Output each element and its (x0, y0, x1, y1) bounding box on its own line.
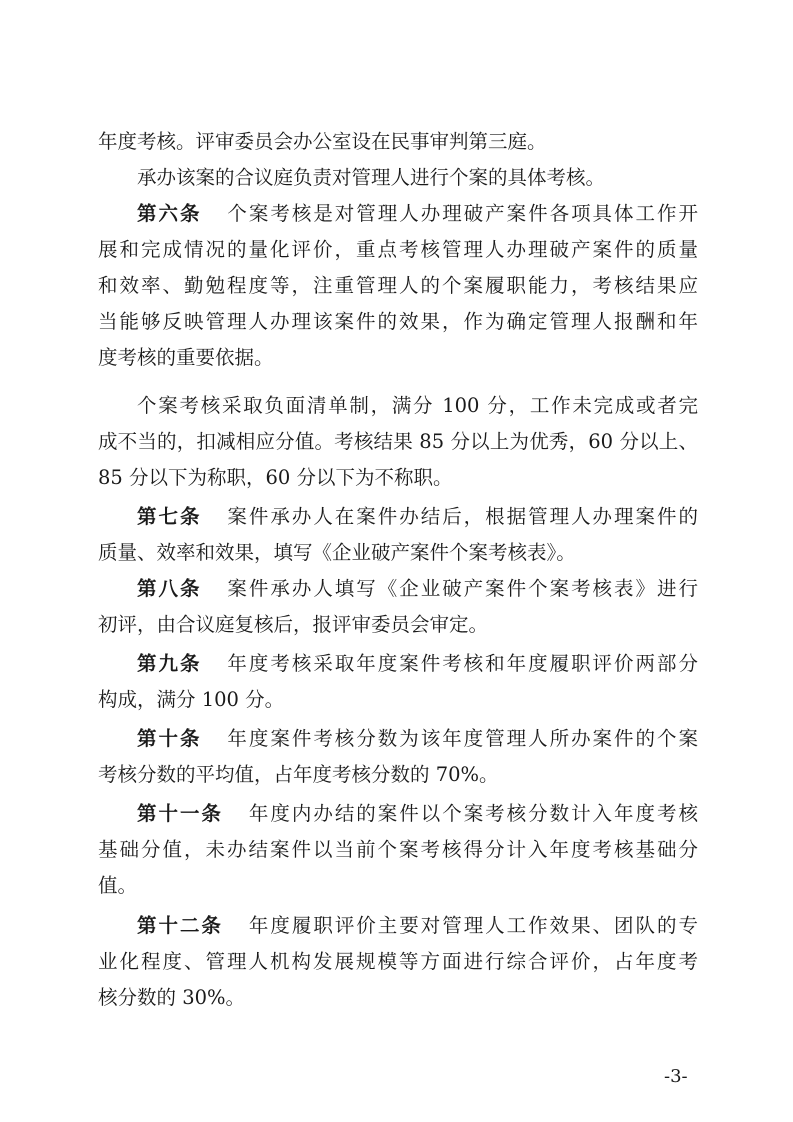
article-6-line: 第六条 个案考核是对管理人办理破产案件各项具体工作开 (137, 202, 698, 225)
article-heading: 第七条 (137, 505, 202, 528)
paragraph-line: 当能够反映管理人办理该案件的效果，作为确定管理人报酬和年 (98, 310, 698, 333)
article-10-line: 第十条 年度案件考核分数为该年度管理人所办案件的个案 (137, 727, 698, 750)
article-12-line: 第十二条 年度履职评价主要对管理人工作效果、团队的专 (137, 914, 698, 937)
paragraph-line: 展和完成情况的量化评价，重点考核管理人办理破产案件的质量 (98, 238, 698, 261)
article-heading: 第六条 (137, 202, 202, 225)
paragraph-line: 年度考核。评审委员会办公室设在民事审判第三庭。 (98, 130, 547, 153)
article-9-line: 第九条 年度考核采取年度案件考核和年度履职评价两部分 (137, 652, 698, 675)
article-heading: 第九条 (137, 652, 202, 675)
page-number: -3- (664, 1066, 688, 1087)
article-heading: 第十二条 (137, 914, 223, 937)
paragraph-line: 度考核的重要依据。 (98, 346, 274, 369)
article-heading: 第十一条 (137, 802, 223, 825)
paragraph-line: 基础分值，未办结案件以当前个案考核得分计入年度考核基础分 (98, 838, 698, 861)
article-7-line: 第七条 案件承办人在案件办结后，根据管理人办理案件的 (137, 505, 698, 528)
article-heading: 第八条 (137, 577, 202, 600)
paragraph-line: 个案考核采取负面清单制，满分 100 分，工作未完成或者完 (137, 394, 698, 417)
paragraph-line: 和效率、勤勉程度等，注重管理人的个案履职能力，考核结果应 (98, 274, 698, 297)
paragraph-line: 承办该案的合议庭负责对管理人进行个案的具体考核。 (137, 166, 606, 189)
article-heading: 第十条 (137, 727, 202, 750)
article-8-line: 第八条 案件承办人填写《企业破产案件个案考核表》进行 (137, 577, 698, 600)
paragraph-line: 质量、效率和效果，填写《企业破产案件个案考核表》。 (98, 541, 576, 564)
paragraph-line: 值。 (98, 874, 138, 897)
paragraph-line: 业化程度、管理人机构发展规模等方面进行综合评价，占年度考 (98, 950, 698, 973)
paragraph-line: 核分数的 30%。 (98, 986, 246, 1009)
paragraph-line: 考核分数的平均值，占年度考核分数的 70%。 (98, 763, 499, 786)
paragraph-line: 成不当的，扣减相应分值。考核结果 85 分以上为优秀，60 分以上、 (98, 430, 698, 453)
paragraph-line: 构成，满分 100 分。 (98, 688, 285, 711)
paragraph-line: 初评，由合议庭复核后，报评审委员会审定。 (98, 613, 489, 636)
paragraph-line: 85 分以下为称职，60 分以下为不称职。 (98, 466, 453, 489)
article-11-line: 第十一条 年度内办结的案件以个案考核分数计入年度考核 (137, 802, 698, 825)
